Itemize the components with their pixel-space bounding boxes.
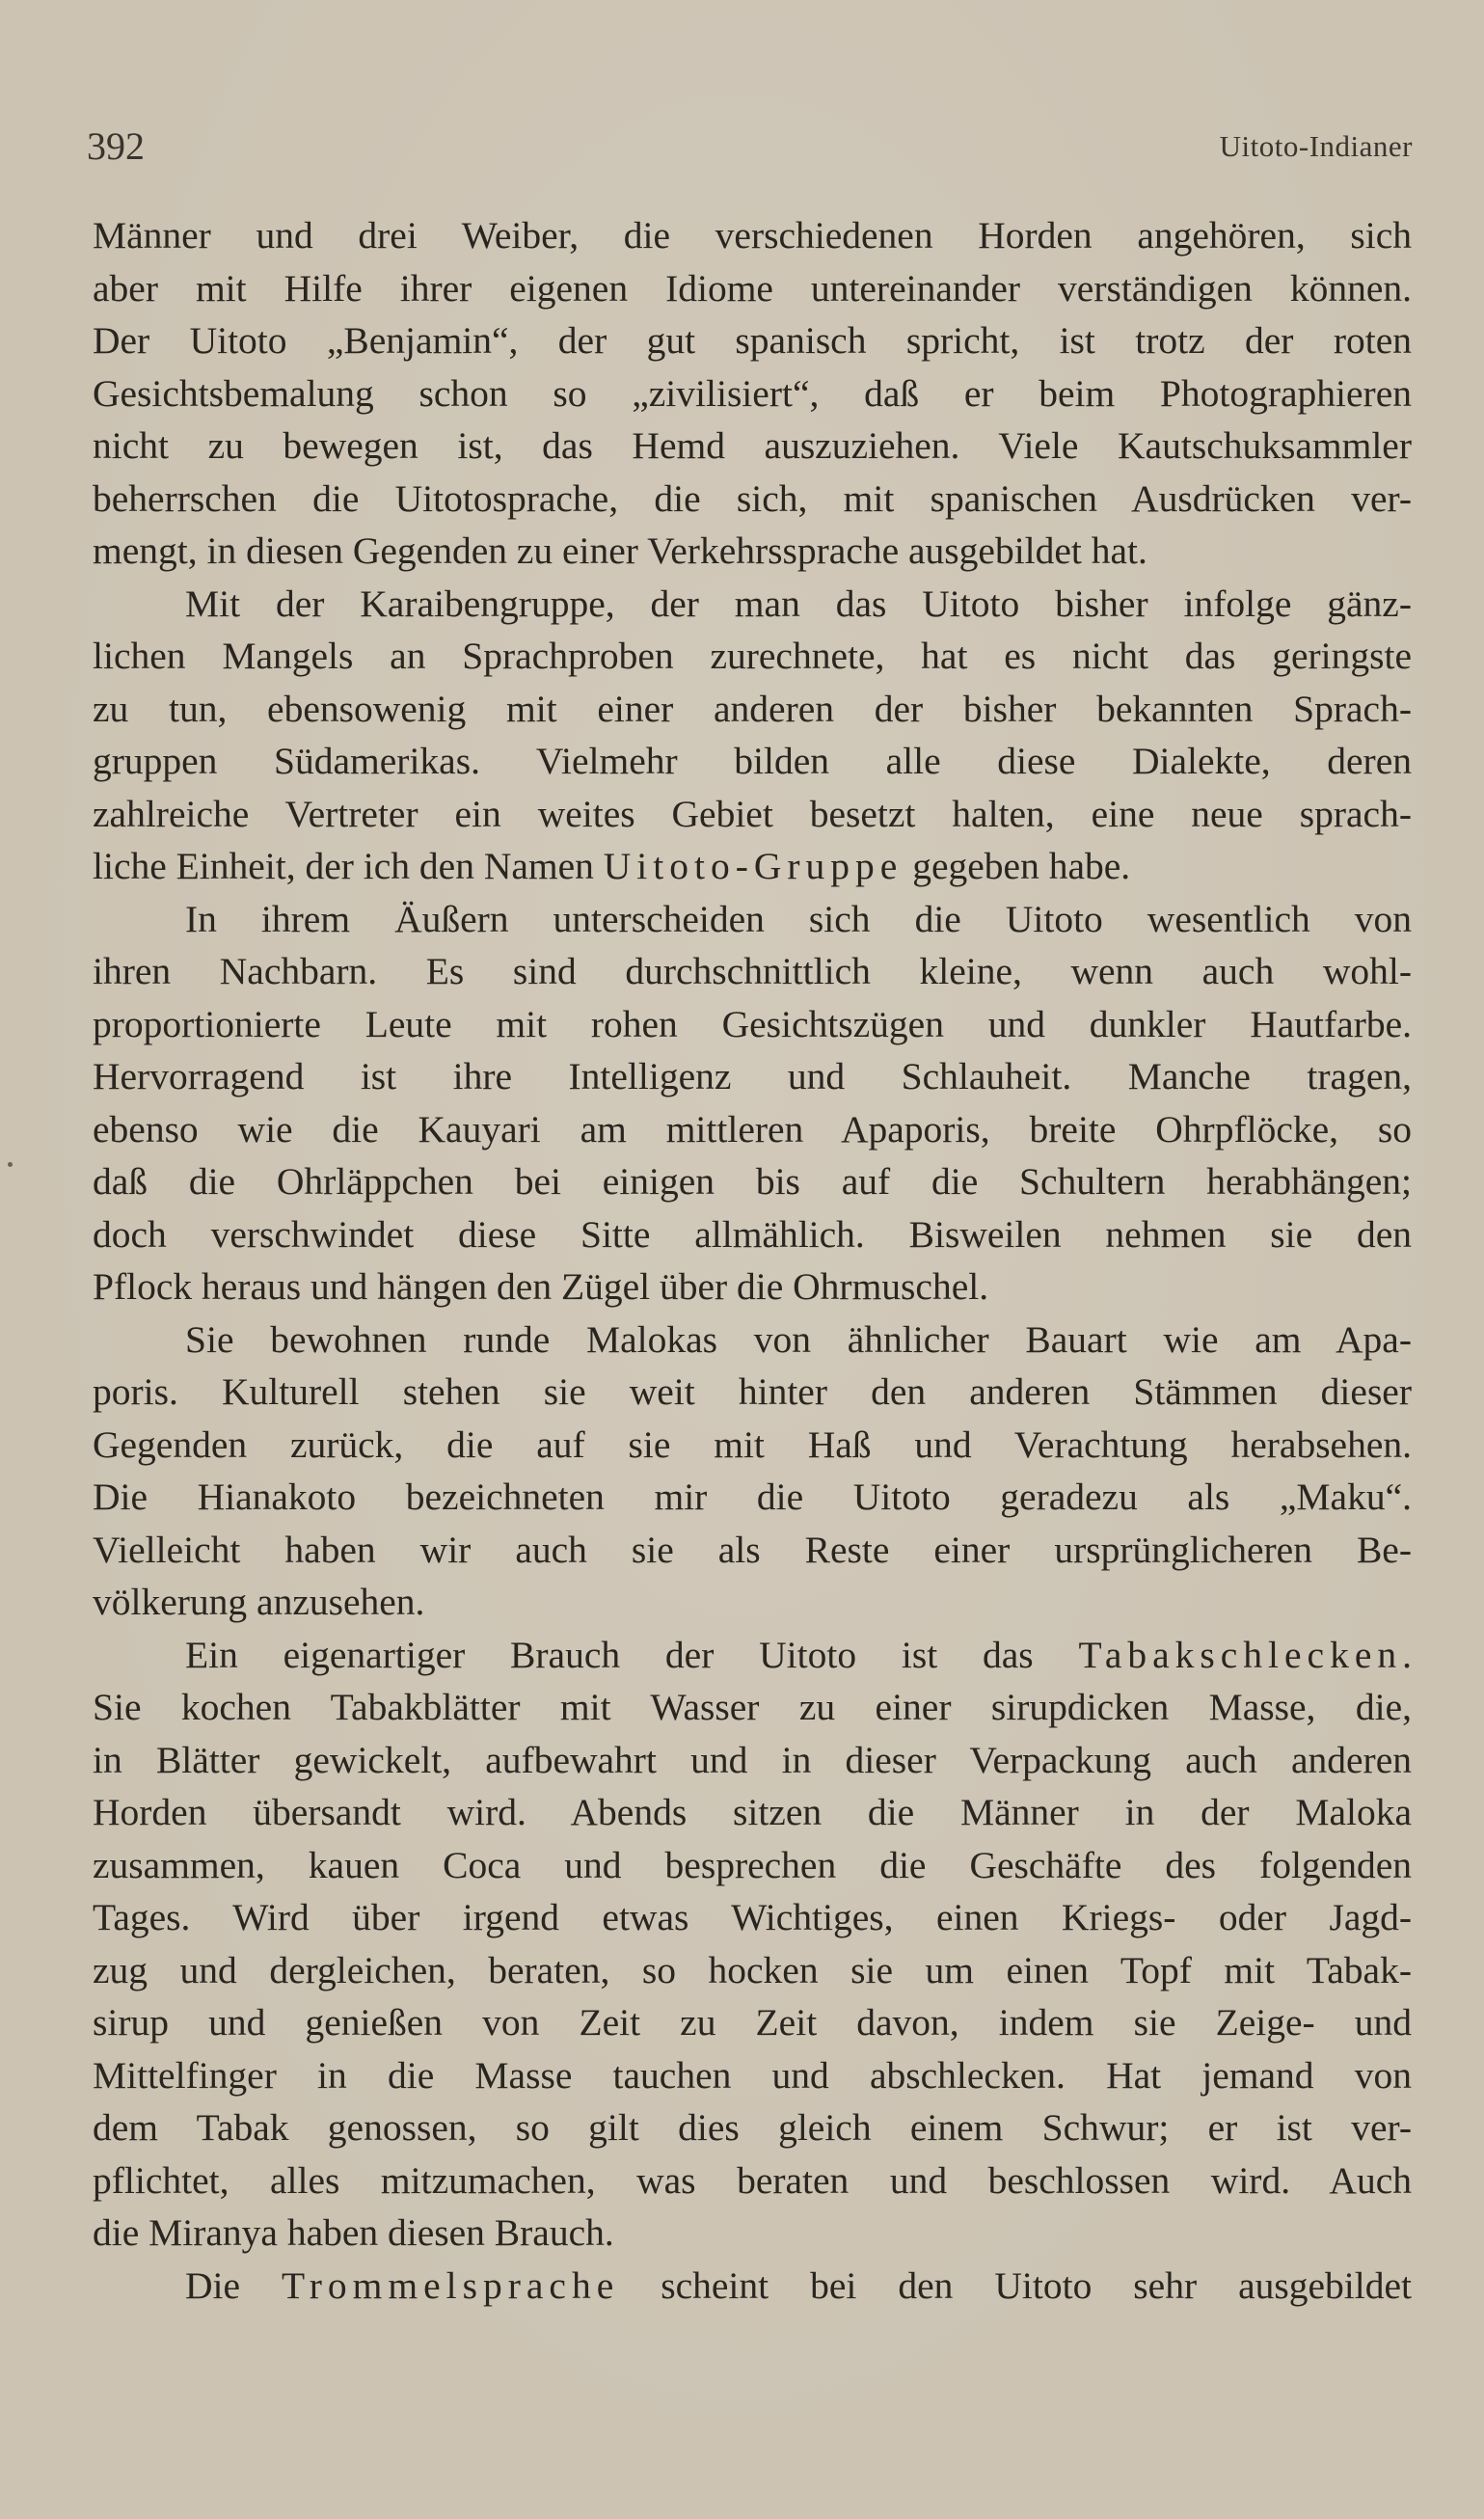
- text-line: [93, 578, 1412, 631]
- text-line: [93, 893, 1412, 946]
- line-text: lichen Mangels an Sprachproben zurechnete, hat es nicht das geringste: [93, 635, 1412, 677]
- line-text: doch verschwindet diese Sitte allmählich. Bisweilen nehmen sie den: [93, 1212, 1412, 1256]
- line-text: beherrschen die Uitotosprache, die sich, mit spanischen Ausdrücken ver-: [93, 476, 1412, 520]
- text-line: [93, 525, 1412, 578]
- spaced-term: Tabakschlecken: [1078, 1633, 1403, 1676]
- text-line: [93, 367, 1412, 420]
- line-text: aber mit Hilfe ihrer eigenen Idiome untereinander verständigen können.: [93, 266, 1412, 310]
- line-text: Ein eigenartiger Brauch der Uitoto ist das: [185, 1633, 1079, 1676]
- line-text: dem Tabak genossen, so gilt dies gleich einem Schwur; er ist ver-: [93, 2106, 1412, 2149]
- paper-speck: [8, 1162, 13, 1167]
- text-line: [93, 1629, 1412, 1682]
- text-line: [93, 314, 1412, 367]
- line-text: liche Einheit, der ich den Namen: [93, 845, 604, 887]
- line-text-tail: .: [1402, 1633, 1412, 1676]
- line-text: Pflock heraus und hängen den Zügel über die Ohrmuschel.: [93, 1265, 989, 1308]
- line-text: ebenso wie die Kauyari am mittleren Apaporis, breite Ohrpflöcke, so: [93, 1107, 1412, 1151]
- line-text: Sie kochen Tabakblätter mit Wasser zu einer sirupdicken Masse, die,: [93, 1686, 1412, 1728]
- text-line: [93, 1155, 1412, 1208]
- line-text: Gegenden zurück, die auf sie mit Haß und Verachtung herabsehen.: [93, 1422, 1412, 1466]
- line-text: gruppen Südamerikas. Vielmehr bilden alle diese Dialekte, deren: [93, 740, 1412, 782]
- line-text: Die Hianakoto bezeichneten mir die Uitoto geradezu als „Maku“.: [93, 1476, 1412, 1518]
- text-line: [93, 420, 1412, 473]
- line-text: Mit der Karaibengruppe, der man das Uitoto bisher infolge gänz-: [185, 582, 1412, 625]
- text-line: [93, 788, 1412, 841]
- line-text: Der Uitoto „Benjamin“, der gut spanisch spricht, ist trotz der roten: [93, 319, 1412, 362]
- running-head: Uitoto-Indianer: [1219, 129, 1413, 163]
- text-line: [93, 1839, 1412, 1892]
- text-line: [93, 262, 1412, 315]
- text-line: [93, 1419, 1412, 1472]
- line-text: sirup und genießen von Zeit zu Zeit davon, indem sie Zeige- und: [93, 2001, 1412, 2044]
- text-line: [93, 473, 1412, 526]
- text-line: [93, 1260, 1412, 1314]
- text-line: [93, 1524, 1412, 1577]
- line-text: völkerung anzusehen.: [93, 1581, 425, 1623]
- line-text: ihren Nachbarn. Es sind durchschnittlich kleine, wenn auch wohl-: [93, 950, 1412, 992]
- line-text: Sie bewohnen runde Malokas von ähnlicher Bauart wie am Apa-: [185, 1317, 1412, 1361]
- line-text: zahlreiche Vertreter ein weites Gebiet besetzt halten, eine neue sprach-: [93, 792, 1412, 835]
- text-line: [93, 1471, 1412, 1524]
- text-line: [93, 998, 1412, 1051]
- text-line: [93, 945, 1412, 998]
- spaced-term: Uitoto-Gruppe: [603, 845, 904, 887]
- line-text: zug und dergleichen, beraten, so hocken sie um einen Topf mit Tabak-: [93, 1948, 1412, 1991]
- text-line: [93, 1996, 1412, 2049]
- text-line: [93, 1576, 1412, 1629]
- page-number: 392: [87, 124, 145, 168]
- line-text: daß die Ohrläppchen bei einigen bis auf die Schultern herabhängen;: [93, 1160, 1412, 1203]
- line-text: proportionierte Leute mit rohen Gesichtszügen und dunkler Hautfarbe.: [93, 1002, 1412, 1045]
- line-text: Tages. Wird über irgend etwas Wichtiges, einen Kriegs- oder Jagd-: [93, 1896, 1412, 1938]
- text-line: [93, 630, 1412, 683]
- line-text: in Blätter gewickelt, aufbewahrt und in dieser Verpackung auch anderen: [93, 1738, 1412, 1781]
- line-text: Horden übersandt wird. Abends sitzen die Männer in der Maloka: [93, 1791, 1412, 1833]
- text-line: [93, 2049, 1412, 2102]
- text-line: [93, 1050, 1412, 1103]
- line-text: die Miranya haben diesen Brauch.: [93, 2211, 614, 2254]
- spaced-term: Trommelsprache: [282, 2263, 620, 2307]
- line-text: Gesichtsbemalung schon so „zivilisiert“, daß er beim Photographieren: [93, 371, 1412, 415]
- text-line: [93, 2101, 1412, 2154]
- line-text-tail: scheint bei den Uitoto sehr ausgebildet: [619, 2263, 1412, 2307]
- line-text: nicht zu bewegen ist, das Hemd auszuziehen. Viele Kautschuksammler: [93, 424, 1412, 467]
- text-line: [93, 2154, 1412, 2208]
- line-text: Die: [185, 2263, 283, 2307]
- line-text: zusammen, kauen Coca und besprechen die Geschäfte des folgenden: [93, 1843, 1412, 1886]
- text-line: [93, 1314, 1412, 1367]
- line-text: poris. Kulturell stehen sie weit hinter den anderen Stämmen dieser: [93, 1370, 1412, 1413]
- text-line: [93, 2260, 1412, 2313]
- text-line: [93, 683, 1412, 736]
- text-line: [93, 1944, 1412, 1997]
- line-text-tail: gegeben habe.: [903, 845, 1131, 887]
- text-line: [93, 209, 1412, 262]
- text-line: [93, 1366, 1412, 1419]
- text-line: [93, 1891, 1412, 1944]
- line-text: Vielleicht haben wir auch sie als Reste einer ursprünglicheren Be-: [93, 1528, 1412, 1571]
- line-text: pflichtet, alles mitzumachen, was beraten und beschlossen wird. Auch: [93, 2158, 1412, 2202]
- text-line: [93, 2207, 1412, 2260]
- text-line: [93, 1786, 1412, 1839]
- text-line: [93, 1681, 1412, 1734]
- line-text: In ihrem Äußern unterscheiden sich die Uitoto wesentlich von: [185, 897, 1412, 940]
- text-line: [93, 1208, 1412, 1261]
- text-line: [93, 735, 1412, 788]
- line-text: zu tun, ebensowenig mit einer anderen der bisher bekannten Sprach-: [93, 687, 1412, 730]
- line-text: Hervorragend ist ihre Intelligenz und Schlauheit. Manche tragen,: [93, 1055, 1412, 1097]
- body-text: [93, 209, 1412, 2312]
- page-header: [87, 123, 1413, 181]
- text-line: [93, 1734, 1412, 1787]
- line-text: mengt, in diesen Gegenden zu einer Verkehrssprache ausgebildet hat.: [93, 529, 1147, 572]
- line-text: Männer und drei Weiber, die verschiedenen Horden angehören, sich: [93, 214, 1412, 257]
- text-line: [93, 840, 1412, 893]
- text-line: [93, 1103, 1412, 1156]
- line-text: Mittelfinger in die Masse tauchen und abschlecken. Hat jemand von: [93, 2053, 1412, 2097]
